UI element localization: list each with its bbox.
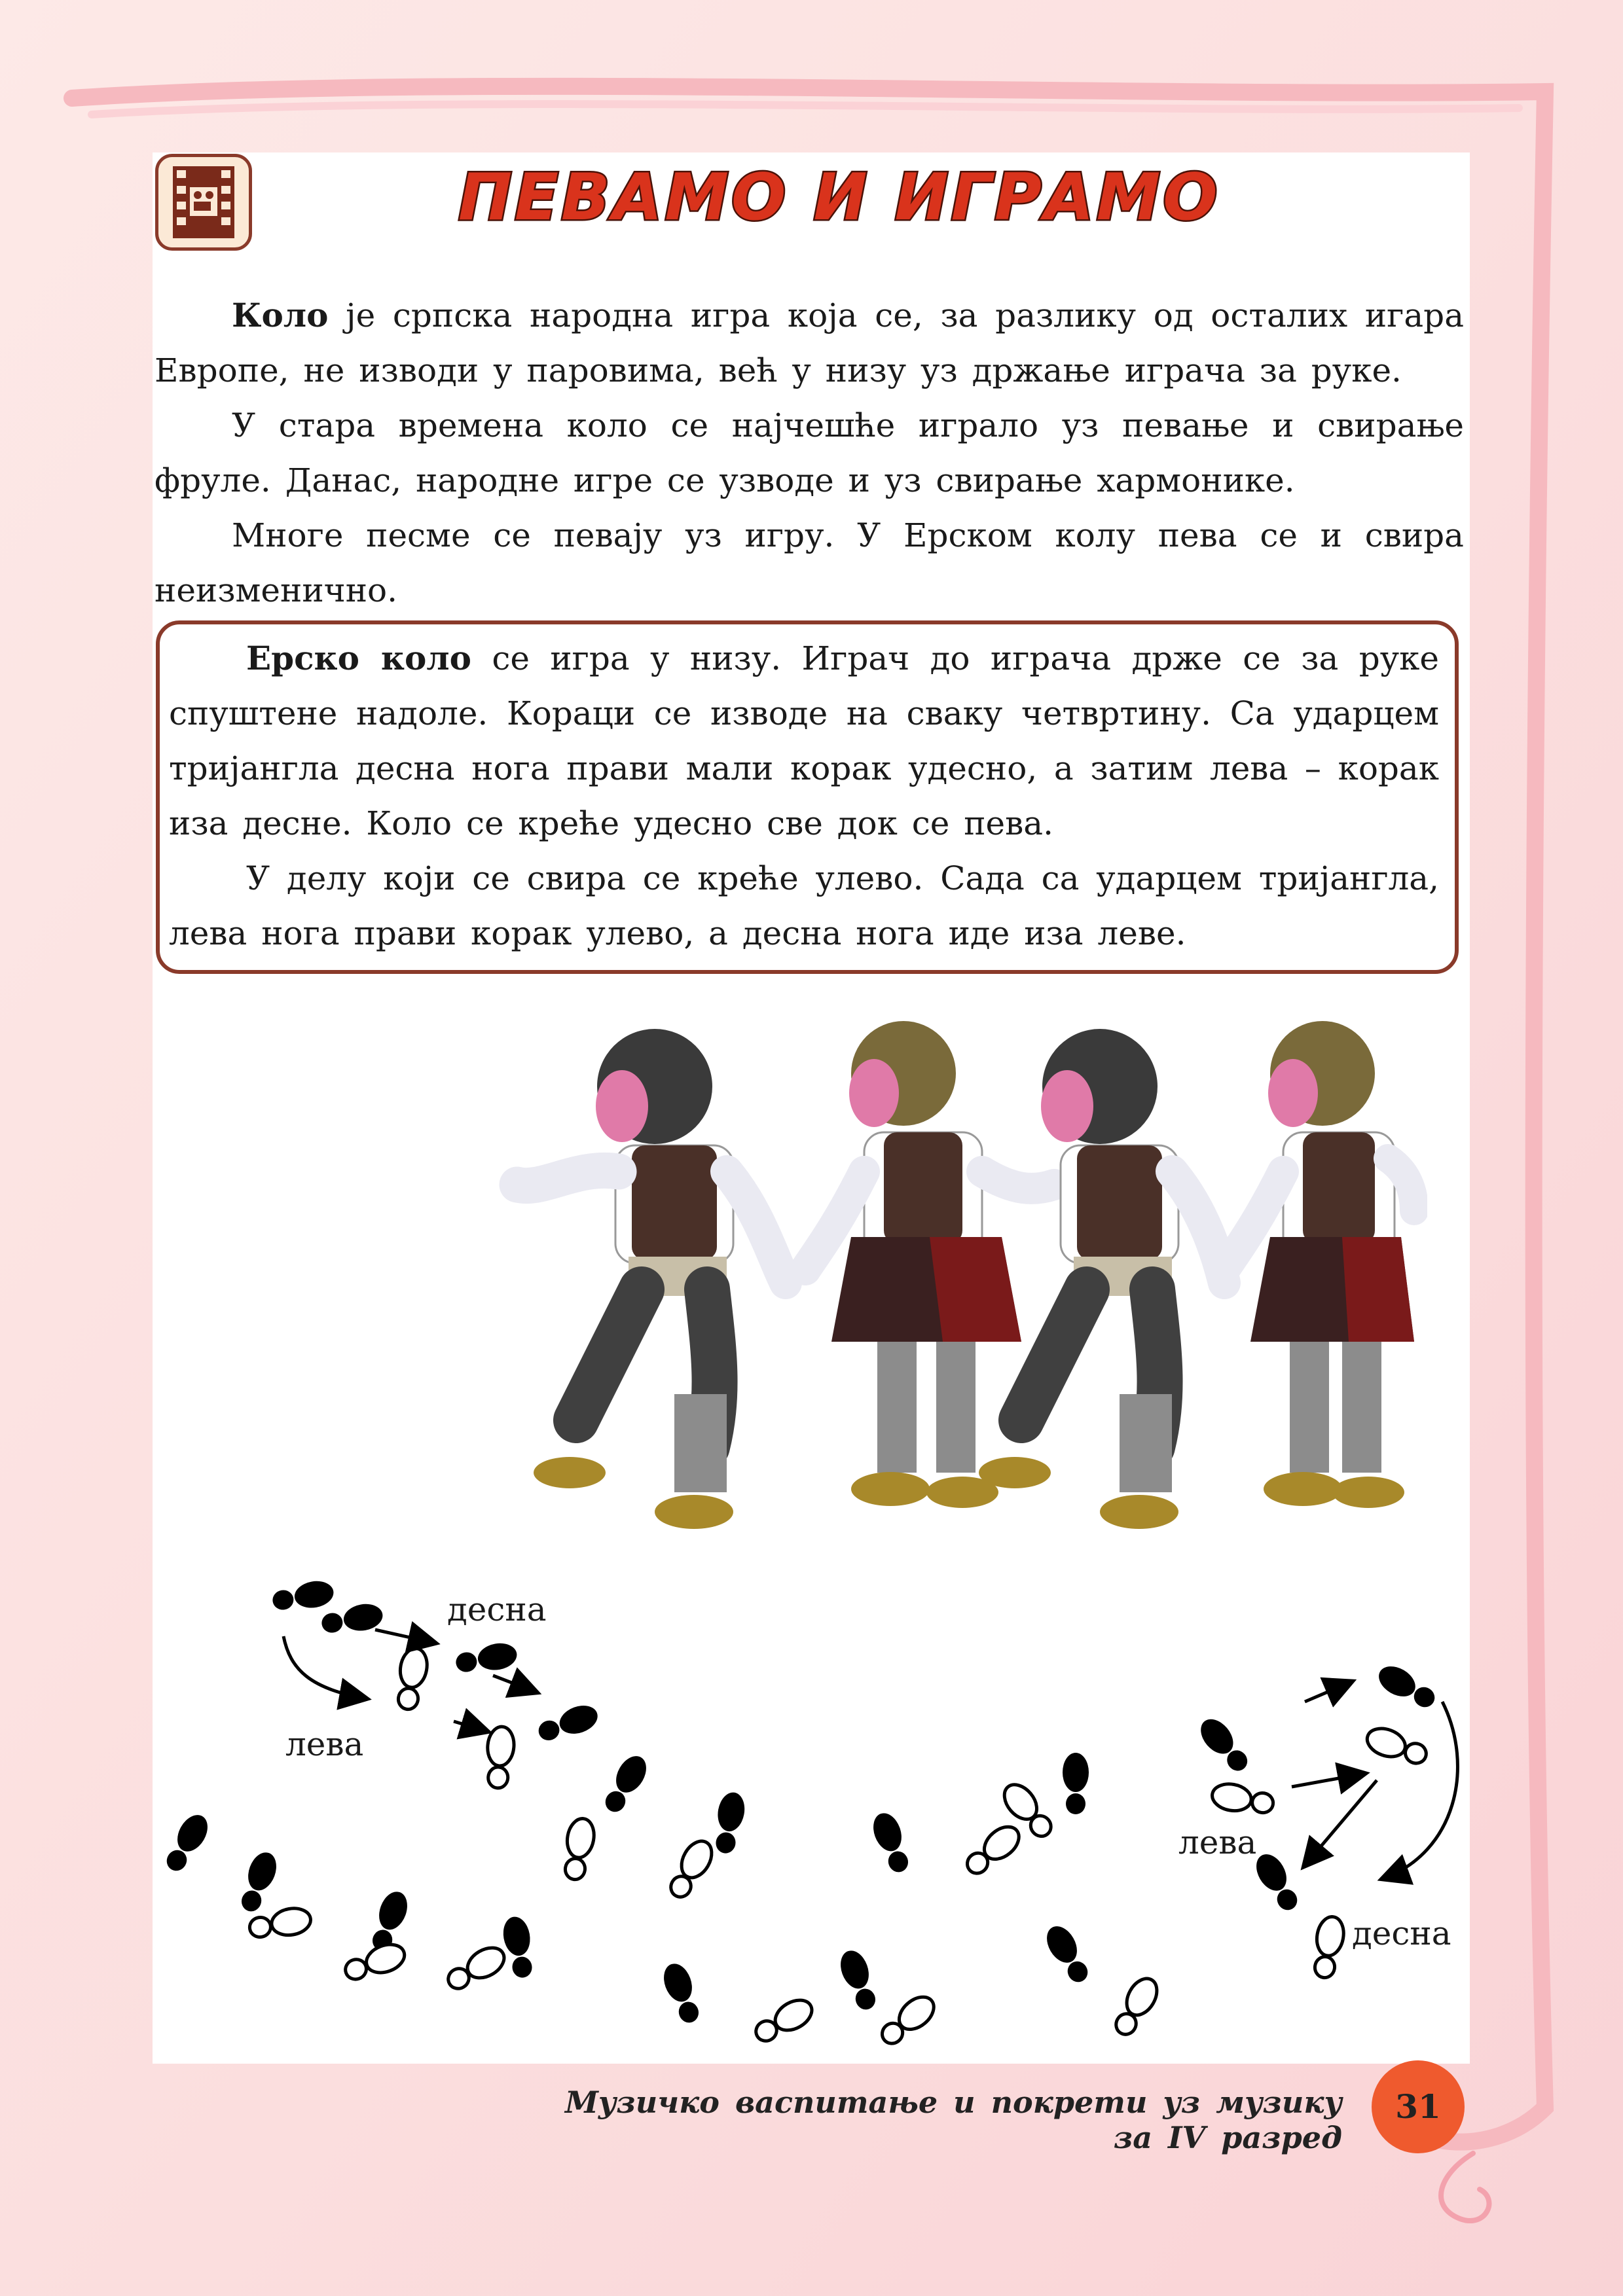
dancers-illustration (498, 975, 1427, 1571)
intro-paragraph-3: Многе песме се певају уз игру. У Ерском колу пева се и свира неизменично. (155, 516, 1464, 609)
intro-paragraph-1 (155, 288, 1464, 398)
film-camera-icon (155, 154, 252, 251)
dancer-boy-2 (979, 1029, 1224, 1529)
box-paragraph-2: У делу који се свира се креће улево. Сада са ударцем тријангла, лева нога прави корак улево, а десна нога иде иза леве. (169, 859, 1439, 952)
label-right-foot-left-diagram: десна (447, 1590, 547, 1628)
page-number: 31 (1372, 2060, 1465, 2153)
box-paragraph-1 (169, 631, 1439, 851)
label-right-foot-right-diagram: десна (1352, 1914, 1451, 1952)
intro-paragraph-2: У стара времена коло се најчешће играло уз певање и свирање фруле. Данас, народне игре се узводе и уз свирање хармонике. (155, 406, 1464, 499)
dancer-boy-1 (517, 1029, 786, 1529)
page-title: ПЕВАМО И ИГРАМО (458, 160, 1220, 235)
footsteps-diagram (153, 1571, 1470, 2068)
term-ersko-kolo: Ерско коло (246, 639, 471, 677)
label-left-foot-right-diagram: лева (1178, 1823, 1257, 1861)
intro-paragraph-1-text: је српска народна игра која се, за разлику од осталих игара Европе, не изводи у паровима, већ у низу уз држање играча за руке. (155, 296, 1464, 389)
book-title-footer: Музичко васпитање и покрети уз музику за IV разред (565, 2085, 1342, 2155)
label-left-foot-left-diagram: лева (285, 1725, 364, 1763)
term-kolo: Коло (232, 296, 329, 334)
dancer-girl-2 (1224, 1021, 1414, 1508)
box-paragraph-1-text: се игра у низу. Играч до играча држе се за руке спуштене надоле. Кораци се изводе на сваку четвртину. Са ударцем тријангла десна нога прави мали корак удесно, а затим лева – корак иза десне. Коло се креће удесно све док се пева. (169, 639, 1439, 842)
